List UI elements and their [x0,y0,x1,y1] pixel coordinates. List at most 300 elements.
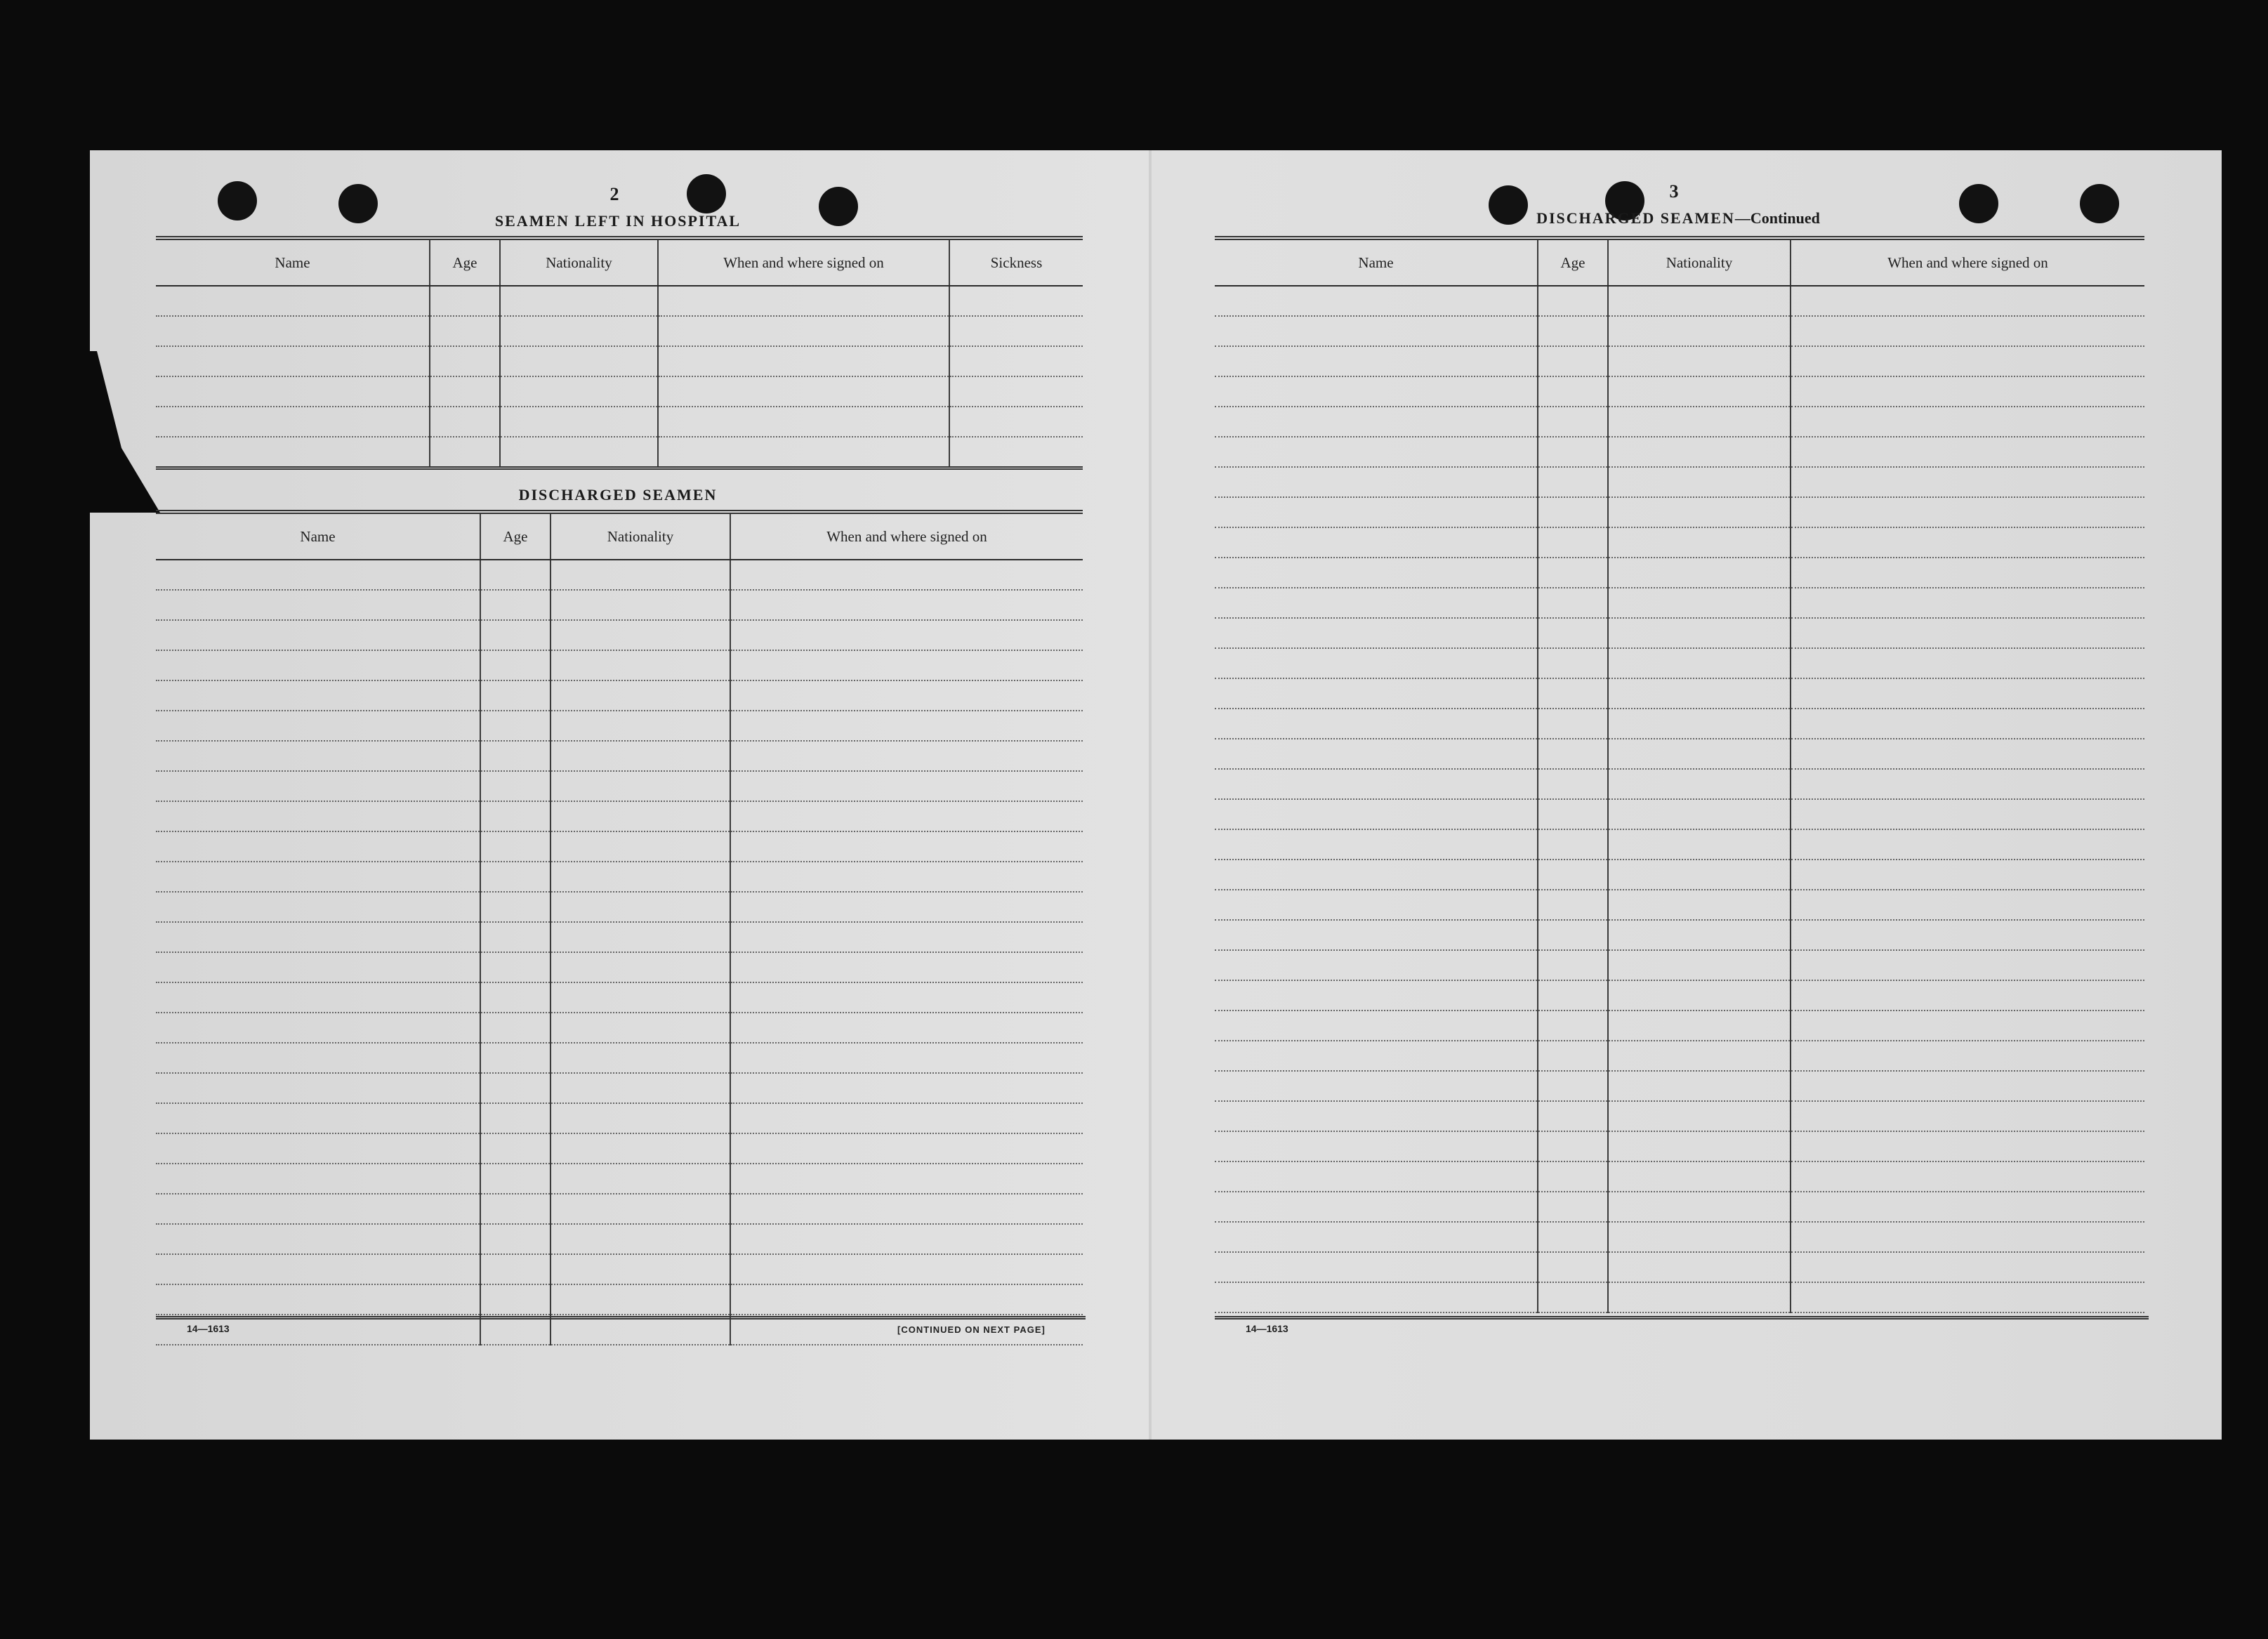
blank-cell [550,1103,730,1133]
blank-cell [730,560,1083,590]
blank-cell [550,741,730,771]
blank-cell [550,922,730,952]
table-row [156,286,1083,316]
blank-cell [550,831,730,862]
table-row [1215,1222,2144,1252]
blank-cell [430,407,500,437]
blank-cell [480,1103,550,1133]
blank-cell [1538,1041,1608,1071]
blank-cell [949,316,1083,346]
blank-cell [1215,709,1538,739]
blank-cell [550,590,730,620]
table-row [156,1164,1083,1194]
table-row [156,831,1083,862]
blank-cell [1215,1131,1538,1161]
blank-cell [1608,1101,1791,1131]
blank-cell [1215,648,1538,678]
blank-cell [1215,1161,1538,1192]
table-row [156,711,1083,741]
blank-cell [156,376,430,407]
blank-cell [730,711,1083,741]
blank-cell [1538,1252,1608,1282]
column-header-signed-on: When and where signed on [730,512,1083,560]
blank-cell [1538,558,1608,588]
blank-cell [1215,950,1538,980]
blank-cell [1215,1192,1538,1222]
blank-cell [730,862,1083,892]
blank-cell [430,376,500,407]
blank-cell [550,650,730,680]
blank-cell [480,741,550,771]
blank-cell [1608,588,1791,618]
blank-cell [1791,376,2144,407]
table-row [156,620,1083,650]
blank-cell [1608,739,1791,769]
table-row [1215,376,2144,407]
blank-cell [156,437,430,467]
blank-cell [1791,1011,2144,1041]
blank-cell [1608,860,1791,890]
blank-cell [1215,980,1538,1011]
blank-cell [550,771,730,801]
blank-cell [480,1194,550,1224]
blank-cell [1538,407,1608,437]
blank-cell [1791,1252,2144,1282]
discharged-continued-main: DISCHARGED SEAMEN [1536,209,1735,227]
blank-cell [1791,527,2144,558]
punch-hole-icon [2080,184,2119,223]
blank-cell [1215,527,1538,558]
blank-cell [1215,920,1538,950]
blank-cell [1215,1282,1538,1312]
punch-hole-icon [338,184,378,223]
blank-cell [1215,618,1538,648]
blank-cell [1538,1011,1608,1041]
blank-cell [1791,739,2144,769]
blank-cell [1538,1222,1608,1252]
table-row [156,407,1083,437]
blank-cell [550,680,730,711]
blank-cell [480,1133,550,1164]
blank-cell [1215,407,1538,437]
table-row [156,1013,1083,1043]
blank-cell [480,1284,550,1315]
blank-cell [480,862,550,892]
table-bottom-rule [1215,1316,2149,1319]
column-header-nationality: Nationality [1608,238,1791,286]
blank-cell [1538,618,1608,648]
blank-cell [1791,286,2144,316]
blank-cell [156,771,480,801]
table-row [1215,588,2144,618]
blank-cell [1791,1041,2144,1071]
table-row [1215,618,2144,648]
blank-cell [1215,1011,1538,1041]
blank-cell [550,1164,730,1194]
blank-cell [1538,890,1608,920]
blank-cell [550,1133,730,1164]
blank-cell [1791,1161,2144,1192]
blank-cell [1608,920,1791,950]
table-row [1215,739,2144,769]
blank-cell [949,407,1083,437]
blank-cell [550,1043,730,1073]
blank-cell [1538,799,1608,829]
blank-cell [550,892,730,922]
blank-cell [1538,920,1608,950]
blank-cell [550,862,730,892]
blank-cell [1791,678,2144,709]
blank-cell [1791,346,2144,376]
blank-cell [1791,467,2144,497]
table-row [156,1133,1083,1164]
table-row [1215,799,2144,829]
blank-cell [156,982,480,1013]
table-row [1215,1282,2144,1312]
blank-cell [1791,920,2144,950]
blank-cell [156,1194,480,1224]
blank-cell [1215,1071,1538,1101]
blank-cell [430,437,500,467]
table-row [1215,286,2144,316]
blank-cell [1791,437,2144,467]
blank-cell [1608,1252,1791,1282]
table-row [1215,829,2144,860]
blank-cell [480,982,550,1013]
blank-cell [480,922,550,952]
blank-cell [1215,1041,1538,1071]
blank-cell [500,346,658,376]
blank-cell [1608,558,1791,588]
blank-cell [658,346,949,376]
table-row [1215,950,2144,980]
blank-cell [1791,709,2144,739]
blank-cell [730,620,1083,650]
discharged-continued-title [1468,209,1889,228]
table-row [1215,678,2144,709]
table-row [1215,1192,2144,1222]
blank-cell [1791,648,2144,678]
blank-cell [480,892,550,922]
blank-cell [1608,1011,1791,1041]
blank-cell [1215,558,1538,588]
page-number-left: 2 [609,184,619,204]
column-header-signed-on: When and where signed on [1791,238,2144,286]
blank-cell [156,286,430,316]
table-row [1215,527,2144,558]
table-row [156,1224,1083,1254]
table-row [156,892,1083,922]
blank-cell [156,952,480,982]
discharged-continued-suffix: —Continued [1734,209,1820,227]
table-row [156,862,1083,892]
blank-cell [1538,527,1608,558]
blank-cell [730,1013,1083,1043]
blank-cell [500,376,658,407]
blank-cell [156,620,480,650]
blank-cell [1215,890,1538,920]
blank-cell [1608,376,1791,407]
blank-cell [156,711,480,741]
table-row [1215,497,2144,527]
table-row [156,1254,1083,1284]
blank-cell [1538,1161,1608,1192]
blank-cell [658,407,949,437]
blank-cell [1215,316,1538,346]
blank-cell [156,892,480,922]
table-row [1215,1011,2144,1041]
blank-cell [1538,709,1608,739]
blank-cell [1608,467,1791,497]
blank-cell [1215,1222,1538,1252]
blank-cell [730,1043,1083,1073]
blank-cell [1538,648,1608,678]
blank-cell [156,680,480,711]
blank-cell [1538,316,1608,346]
blank-cell [1608,769,1791,799]
blank-cell [480,1043,550,1073]
blank-cell [1791,799,2144,829]
blank-cell [730,1224,1083,1254]
blank-cell [156,1254,480,1284]
blank-cell [1791,950,2144,980]
blank-cell [550,711,730,741]
blank-cell [730,680,1083,711]
table-row [1215,467,2144,497]
blank-cell [1215,739,1538,769]
blank-cell [1538,588,1608,618]
blank-cell [730,1133,1083,1164]
blank-cell [730,801,1083,831]
blank-cell [156,1284,480,1315]
blank-cell [1215,829,1538,860]
table-row [1215,1041,2144,1071]
column-header-age: Age [480,512,550,560]
table-row [1215,980,2144,1011]
blank-cell [156,650,480,680]
blank-cell [156,1103,480,1133]
blank-cell [730,771,1083,801]
blank-cell [658,316,949,346]
discharged-table [156,510,1083,1345]
blank-cell [658,376,949,407]
blank-cell [1538,769,1608,799]
blank-cell [730,892,1083,922]
blank-cell [1608,1282,1791,1312]
discharged-continued-table [1215,236,2144,1313]
blank-cell [730,952,1083,982]
blank-cell [1791,558,2144,588]
blank-cell [730,1194,1083,1224]
blank-cell [1608,980,1791,1011]
page-number-right: 3 [1669,181,1679,202]
table-row [156,437,1083,467]
blank-cell [1215,497,1538,527]
blank-cell [1791,618,2144,648]
blank-cell [1791,588,2144,618]
blank-cell [1608,286,1791,316]
blank-cell [480,590,550,620]
blank-cell [730,1103,1083,1133]
table-row [156,590,1083,620]
table-row [1215,709,2144,739]
blank-cell [1538,829,1608,860]
blank-cell [1215,437,1538,467]
blank-cell [658,286,949,316]
blank-cell [1608,678,1791,709]
blank-cell [480,1224,550,1254]
table-row [1215,769,2144,799]
blank-cell [1538,860,1608,890]
continued-note: [CONTINUED ON NEXT PAGE] [897,1324,1046,1335]
blank-cell [1791,1071,2144,1101]
blank-cell [1215,799,1538,829]
blank-cell [480,771,550,801]
table-row [156,1284,1083,1315]
punch-hole-icon [1959,184,1998,223]
table-row [1215,1101,2144,1131]
column-header-signed-on: When and where signed on [658,238,949,286]
blank-cell [480,620,550,650]
table-row [156,771,1083,801]
blank-cell [1791,1101,2144,1131]
blank-cell [1538,286,1608,316]
blank-cell [1538,980,1608,1011]
table-row [1215,1252,2144,1282]
blank-cell [156,741,480,771]
blank-cell [480,831,550,862]
blank-cell [550,560,730,590]
blank-cell [1538,1282,1608,1312]
blank-cell [949,376,1083,407]
column-header-age: Age [430,238,500,286]
column-header-name: Name [1215,238,1538,286]
blank-cell [1538,437,1608,467]
blank-cell [430,346,500,376]
table-row [156,952,1083,982]
blank-cell [156,346,430,376]
hospital-section-title: SEAMEN LEFT IN HOSPITAL [494,212,741,230]
blank-cell [949,286,1083,316]
blank-cell [480,1013,550,1043]
blank-cell [156,1164,480,1194]
blank-cell [430,286,500,316]
table-row [156,1073,1083,1103]
blank-cell [156,1133,480,1164]
punch-hole-icon [687,174,726,213]
blank-cell [730,831,1083,862]
blank-cell [1608,890,1791,920]
blank-cell [480,952,550,982]
table-row [156,680,1083,711]
table-row [156,1194,1083,1224]
blank-cell [1791,980,2144,1011]
blank-cell [1608,1161,1791,1192]
blank-cell [156,1043,480,1073]
blank-cell [550,801,730,831]
blank-cell [480,801,550,831]
blank-cell [1791,1282,2144,1312]
blank-cell [1215,286,1538,316]
blank-cell [1791,1222,2144,1252]
table-row [156,982,1083,1013]
blank-cell [1608,437,1791,467]
table-row [156,560,1083,590]
table-row [156,1103,1083,1133]
blank-cell [500,437,658,467]
blank-cell [1791,829,2144,860]
blank-cell [1215,1252,1538,1282]
column-header-nationality: Nationality [550,512,730,560]
table-row [1215,1071,2144,1101]
blank-cell [1608,527,1791,558]
blank-cell [730,1164,1083,1194]
blank-cell [500,316,658,346]
blank-cell [949,437,1083,467]
blank-cell [550,1224,730,1254]
blank-cell [1608,1131,1791,1161]
blank-cell [730,922,1083,952]
blank-cell [1791,890,2144,920]
blank-cell [1791,407,2144,437]
blank-cell [430,316,500,346]
table-row [1215,890,2144,920]
blank-cell [500,286,658,316]
blank-cell [1538,678,1608,709]
column-header-age: Age [1538,238,1608,286]
blank-cell [730,1284,1083,1315]
table-row [1215,346,2144,376]
blank-cell [1791,769,2144,799]
punch-hole-icon [218,181,257,220]
blank-cell [156,831,480,862]
blank-cell [1215,769,1538,799]
blank-cell [1608,799,1791,829]
table-row [156,922,1083,952]
blank-cell [1608,829,1791,860]
blank-cell [1538,739,1608,769]
blank-cell [1538,1131,1608,1161]
section-divider [156,466,1083,470]
table-bottom-rule [156,1316,1086,1319]
table-row [156,346,1083,376]
blank-cell [550,1254,730,1284]
blank-cell [1791,1192,2144,1222]
blank-cell [1608,618,1791,648]
page-fold [1149,150,1152,1440]
blank-cell [550,1073,730,1103]
blank-cell [156,316,430,346]
blank-cell [1791,316,2144,346]
blank-cell [1608,1222,1791,1252]
blank-cell [1608,346,1791,376]
blank-cell [550,620,730,650]
blank-cell [1608,1071,1791,1101]
blank-cell [500,407,658,437]
blank-cell [1538,1192,1608,1222]
blank-cell [1538,497,1608,527]
blank-cell [1538,950,1608,980]
blank-cell [1215,588,1538,618]
blank-cell [480,560,550,590]
blank-cell [1538,1101,1608,1131]
blank-cell [156,801,480,831]
blank-cell [480,1073,550,1103]
blank-cell [730,741,1083,771]
discharged-section-title: DISCHARGED SEAMEN [518,486,718,503]
table-row [156,741,1083,771]
blank-cell [1608,407,1791,437]
